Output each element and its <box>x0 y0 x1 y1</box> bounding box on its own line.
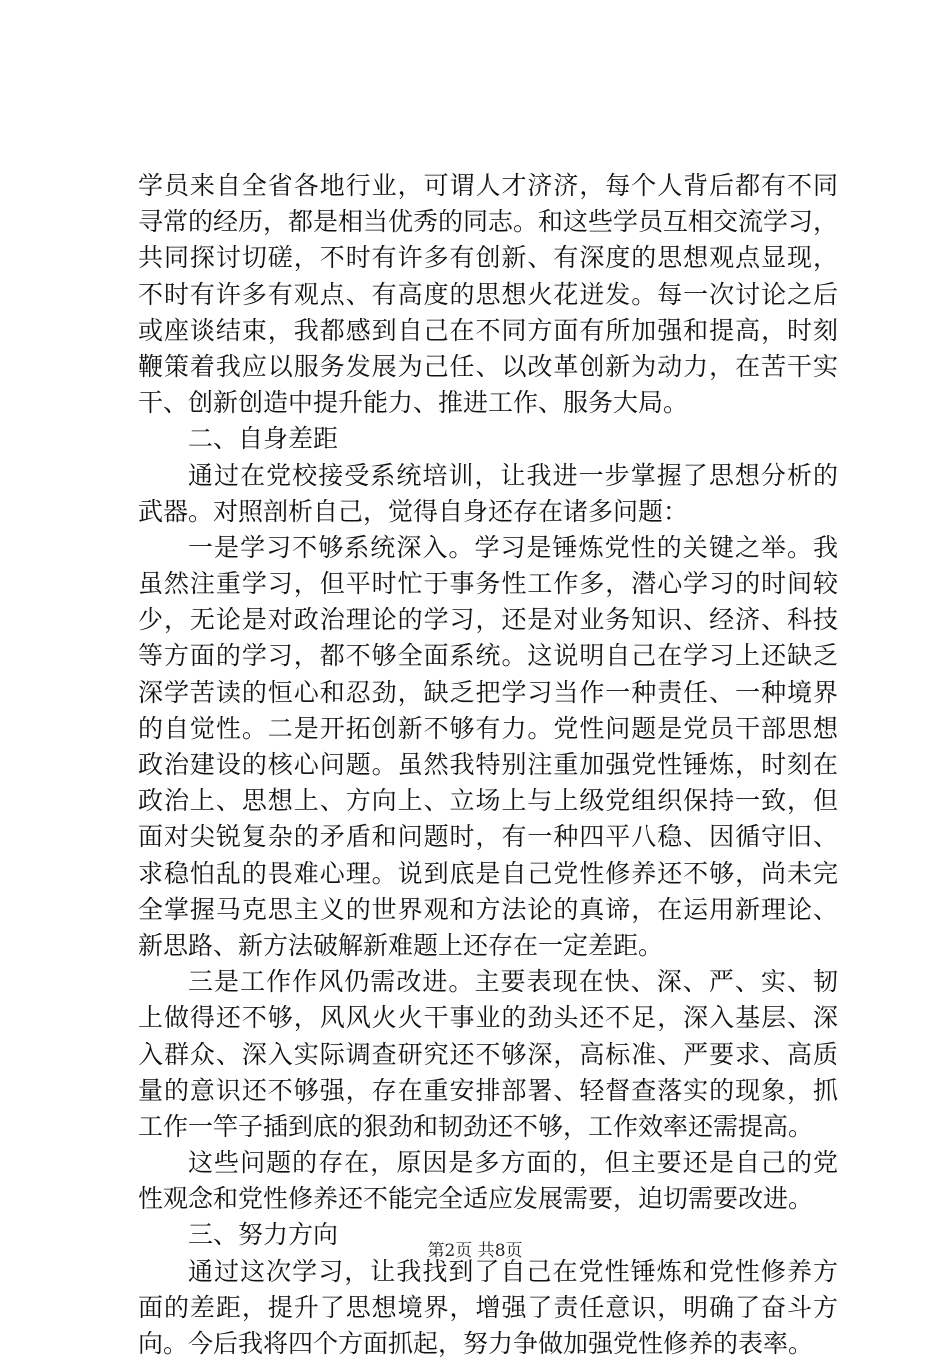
text-line: 二、自身差距 <box>188 424 339 454</box>
text-line: 深学苦读的恒心和忍劲，缺乏把学习当作一种责任、一种境界 <box>138 677 838 707</box>
text-line: 全掌握马克思主义的世界观和方法论的真谛，在运用新理论、 <box>138 894 838 924</box>
text-line: 寻常的经历，都是相当优秀的同志。和这些学员互相交流学习， <box>138 207 839 237</box>
text-line: 面的差距，提升了思想境界，增强了责任意识，明确了奋斗方 <box>138 1292 838 1322</box>
text-line: 面对尖锐复杂的矛盾和问题时，有一种四平八稳、因循守旧、 <box>138 822 838 852</box>
text-line: 干、创新创造中提升能力、推进工作、服务大局。 <box>138 388 689 418</box>
text-line: 鞭策着我应以服务发展为己任、以改革创新为动力，在苦干实 <box>138 351 838 381</box>
text-line: 量的意识还不够强，存在重安排部署、轻督查落实的现象，抓 <box>138 1075 838 1105</box>
text-line: 三是工作作风仍需改进。主要表现在快、深、严、实、韧 <box>188 967 838 997</box>
text-line: 政治上、思想上、方向上、立场上与上级党组织保持一致，但 <box>138 786 838 816</box>
text-line: 三、努力方向 <box>188 1220 339 1250</box>
text-line: 通过这次学习，让我找到了自己在党性锤炼和党性修养方 <box>188 1256 838 1286</box>
text-line: 虽然注重学习，但平时忙于事务性工作多，潜心学习的时间较 <box>138 569 838 599</box>
text-line: 等方面的学习，都不够全面系统。这说明自己在学习上还缺乏 <box>138 641 838 671</box>
text-line: 通过在党校接受系统培训，让我进一步掌握了思想分析的 <box>188 460 838 490</box>
document-body <box>138 168 838 1362</box>
page-footer <box>0 1236 950 1261</box>
text-line: 共同探讨切磋，不时有许多有创新、有深度的思想观点显现， <box>138 243 838 273</box>
text-line: 入群众、深入实际调查研究还不够深，高标准、严要求、高质 <box>138 1039 838 1069</box>
page-number-label: 第2页 共8页 <box>427 1241 523 1261</box>
text-line: 学员来自全省各地行业，可谓人才济济，每个人背后都有不同 <box>138 171 838 200</box>
text-line: 不时有许多有观点、有高度的思想火花迸发。每一次讨论之后 <box>138 279 838 309</box>
text-line: 工作一竿子插到底的狠劲和韧劲还不够，工作效率还需提高。 <box>138 1111 814 1141</box>
text-line: 少，无论是对政治理论的学习，还是对业务知识、经济、科技 <box>138 605 838 635</box>
text-line: 上做得还不够，风风火火干事业的劲头还不足，深入基层、深 <box>138 1003 838 1033</box>
text-line: 或座谈结束，我都感到自己在不同方面有所加强和提高，时刻 <box>138 315 838 345</box>
text-line: 向。今后我将四个方面抓起，努力争做加强党性修养的表率。 <box>138 1329 814 1358</box>
text-line: 求稳怕乱的畏难心理。说到底是自己党性修养还不够，尚未完 <box>138 858 838 888</box>
text-line: 一是学习不够系统深入。学习是锤炼党性的关键之举。我 <box>188 532 838 562</box>
text-line: 这些问题的存在，原因是多方面的，但主要还是自己的党 <box>188 1148 838 1178</box>
text-line: 的自觉性。二是开拓创新不够有力。党性问题是党员干部思想 <box>138 713 838 743</box>
text-line: 新思路、新方法破解新难题上还存在一定差距。 <box>138 930 664 960</box>
text-line: 性观念和党性修养还不能完全适应发展需要，迫切需要改进。 <box>138 1184 814 1214</box>
text-line: 武器。对照剖析自己，觉得自身还存在诸多问题： <box>138 496 689 526</box>
text-line: 政治建设的核心问题。虽然我特别注重加强党性锤炼，时刻在 <box>138 750 838 779</box>
